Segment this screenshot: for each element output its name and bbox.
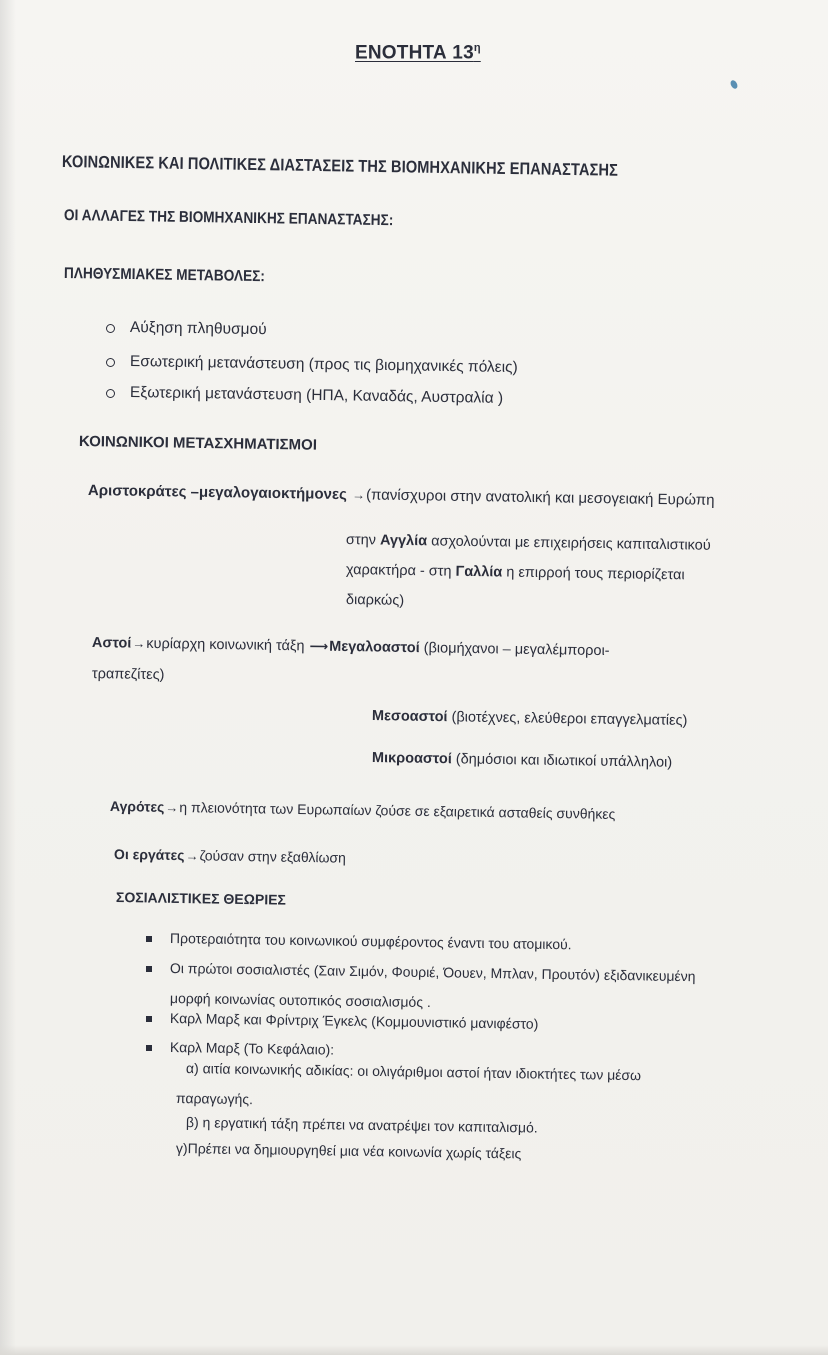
arrow-icon: →: [165, 799, 179, 816]
aristocrats-label: Αριστοκράτες –μεγαλογαιοκτήμονες: [87, 482, 347, 504]
socialist-item: Καρλ Μαρξ (Το Κεφάλαιο):: [169, 1039, 335, 1058]
workers-label: Οι εργάτες: [113, 846, 185, 864]
main-heading: ΚΟΙΝΩΝΙΚΕΣ ΚΑΙ ΠΟΛΙΤΙΚΕΣ ΔΙΑΣΤΑΣΕΙΣ ΤΗΣ ΒΙΟΜΗΧΑΝΙΚΗΣ ΕΠΑΝΑΣΤΑΣΗΣ: [61, 152, 619, 180]
arrow-icon: →: [185, 848, 199, 864]
big-bourgeois-cont: τραπεζίτες): [91, 666, 165, 684]
aristocrats-england: [346, 530, 711, 556]
section-title-sup: η: [473, 42, 481, 54]
population-item: Αύξηση πληθυσμού: [129, 319, 267, 339]
aristocrats-line: [88, 481, 715, 511]
marx-point: παραγωγής.: [175, 1090, 254, 1108]
farmers-text: η πλειονότητα των Ευρωπαίων ζούσε σε εξαιρετικά ασταθείς συνθήκες: [179, 799, 616, 822]
text-fragment: στην: [345, 532, 381, 549]
section-title-text: ΕΝΟΤΗΤΑ 13: [355, 42, 474, 64]
text-fragment: ασχολούνται με επιχειρήσεις καπιταλιστικού: [426, 533, 711, 554]
bullet-circle: [106, 324, 115, 333]
big-bourgeois-text: (βιομήχανοι – μεγαλέμποροι-: [419, 640, 610, 660]
bullet-circle: [106, 358, 115, 367]
middle-bourgeois-line: [372, 706, 688, 731]
marx-point: γ)Πρέπει να δημιουργηθεί μια νέα κοινωνία χωρίς τάξεις: [175, 1140, 522, 1162]
middle-bourgeois-label: Μεσοαστοί: [371, 708, 448, 726]
socialist-item: Καρλ Μαρξ και Φρίντριχ Έγκελς (Κομμουνιστικό μανιφέστο): [169, 1010, 539, 1032]
small-bourgeois-line: [372, 748, 672, 773]
socialist-item: Προτεραιότητα του κοινωνικού συμφέροντος έναντι του ατομικού.: [169, 930, 572, 953]
marx-point: α) αιτία κοινωνικής αδικίας: οι ολιγάριθμοι αστοί ήταν ιδιοκτήτες των μέσω: [185, 1060, 642, 1084]
aristocrats-france: [346, 560, 685, 585]
socialist-item-cont: μορφή κοινωνίας ουτοπικός σοσιαλισμός .: [169, 990, 431, 1011]
workers-line: [114, 844, 346, 869]
aristocrats-text: (πανίσχυροι στην ανατολική και μεσογειακή Ευρώπη: [365, 486, 715, 509]
long-arrow-icon: ⟶: [309, 638, 329, 654]
bullet-circle: [106, 389, 115, 398]
bourgeois-line: [92, 633, 610, 661]
bullet-square: [146, 966, 152, 972]
middle-bourgeois-text: (βιοτέχνες, ελεύθεροι επαγγελματίες): [447, 709, 688, 729]
ink-spot: [729, 79, 739, 90]
farmers-line: [110, 796, 616, 825]
aristocrats-line4: διαρκώς): [345, 592, 405, 609]
france-label: Γαλλία: [455, 563, 503, 581]
changes-heading: ΟΙ ΑΛΛΑΓΕΣ ΤΗΣ ΒΙΟΜΗΧΑΝΙΚΗΣ ΕΠΑΝΑΣΤΑΣΗΣ:: [63, 207, 394, 230]
bullet-square: [146, 1016, 152, 1022]
text-fragment: χαρακτήρα - στη: [345, 562, 456, 580]
population-item: Εξωτερική μετανάστευση (ΗΠΑ, Καναδάς, Αυστραλία ): [129, 384, 504, 407]
england-label: Αγγλία: [379, 532, 428, 550]
social-heading: ΚΟΙΝΩΝΙΚΟΙ ΜΕΤΑΣΧΗΜΑΤΙΣΜΟΙ: [78, 433, 318, 454]
small-bourgeois-text: (δημόσιοι και ιδιωτικοί υπάλληλοι): [451, 751, 673, 771]
population-item: Εσωτερική μετανάστευση (προς τις βιομηχανικές πόλεις): [129, 353, 518, 377]
bullet-square: [146, 1045, 152, 1051]
text-fragment: η επιρροή τους περιορίζεται: [502, 564, 685, 584]
small-bourgeois-label: Μικροαστοί: [371, 750, 452, 768]
arrow-icon: →: [132, 635, 146, 651]
marx-point: β) η εργατική τάξη πρέπει να ανατρέψει τον καπιταλισμό.: [185, 1114, 538, 1136]
bourgeois-label: Αστοί: [91, 635, 132, 652]
arrow-icon: →: [351, 487, 366, 503]
section-title: [355, 38, 481, 63]
big-bourgeois-label: Μεγαλοαστοί: [329, 638, 420, 657]
bullet-square: [146, 936, 152, 942]
socialist-heading: ΣΟΣΙΑΛΙΣΤΙΚΕΣ ΘΕΩΡΙΕΣ: [115, 889, 287, 908]
bourgeois-text: κυρίαρχη κοινωνική τάξη: [146, 635, 305, 655]
socialist-item: Οι πρώτοι σοσιαλιστές (Σαιν Σιμόν, Φουριέ, Όουεν, Μπλαν, Προυτόν) εξιδανικευμένη: [169, 960, 696, 985]
population-heading: ΠΛΗΘΥΣΜΙΑΚΕΣ ΜΕΤΑΒΟΛΕΣ:: [63, 265, 266, 286]
farmers-label: Αγρότες: [109, 798, 165, 815]
workers-text: ζούσαν στην εξαθλίωση: [199, 847, 347, 866]
